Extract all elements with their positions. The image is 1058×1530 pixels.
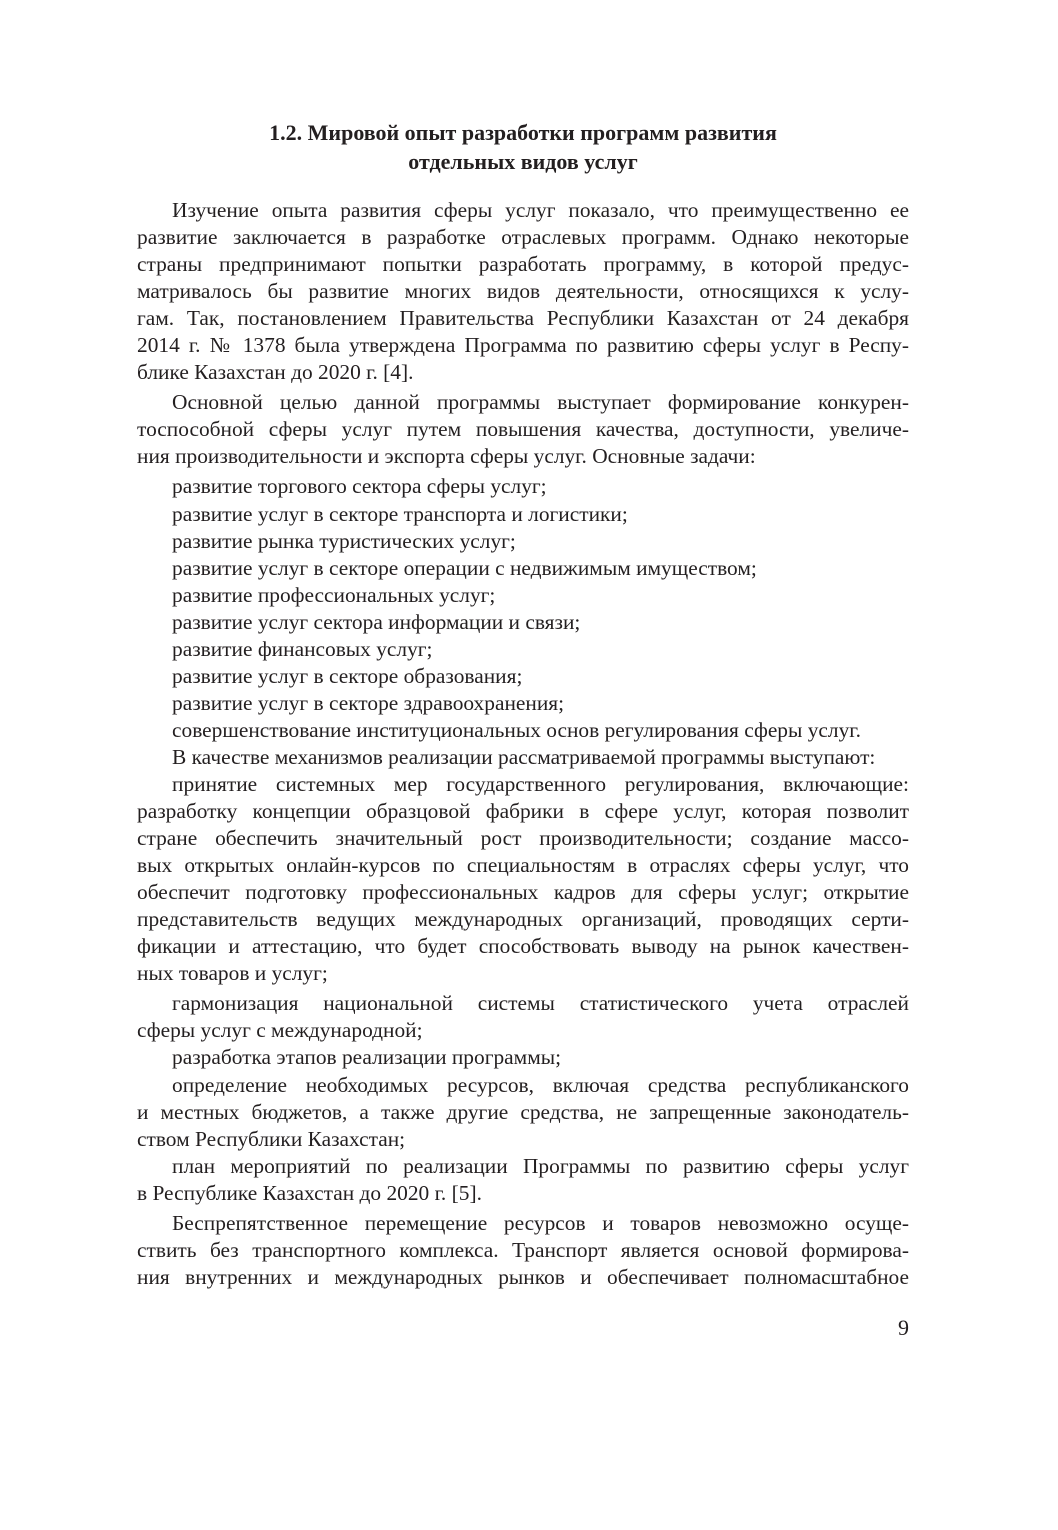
text-line: развитие услуг в секторе транспорта и логистики;	[172, 501, 628, 526]
list-item	[137, 473, 909, 500]
list-item	[137, 717, 909, 744]
text-line: Изучение опыта развития сферы услуг показало, что преимущественно ее	[172, 198, 909, 222]
section-heading-line-2: отдельных видов услуг	[408, 149, 638, 174]
paragraph	[137, 1210, 909, 1291]
text-line: стране обеспечить значительный рост производительности; создание массо-	[137, 826, 909, 851]
text-line: В качестве механизмов реализации рассматриваемой программы выступают:	[172, 744, 876, 769]
page-number: 9	[898, 1315, 909, 1340]
text-line: Беспрепятственное перемещение ресурсов и товаров невозможно осуще-	[172, 1210, 909, 1235]
text-line: ных товаров и услуг;	[137, 961, 328, 986]
text-line: развитие услуг сектора информации и связи;	[172, 609, 581, 634]
text-line: представительств ведущих международных организаций, проводящих серти-	[137, 907, 909, 932]
text-line: тоспособной сферы услуг путем повышения качества, доступности, увеличе-	[137, 417, 909, 442]
list-item	[137, 555, 909, 582]
list-item	[137, 528, 909, 555]
paragraph	[137, 389, 909, 470]
text-line: Основной целью данной программы выступает формирование конкурен-	[172, 390, 909, 415]
text-line: сферы услуг с международной;	[137, 1018, 423, 1043]
text-line: гармонизация национальной системы статистического учета отраслей	[172, 991, 909, 1016]
paragraph	[137, 771, 909, 987]
text-line: развитие заключается в разработке отраслевых программ. Однако некоторые	[137, 225, 909, 250]
section-heading-line-1: 1.2. Мировой опыт разработки программ развития	[269, 120, 777, 145]
section-heading	[137, 118, 909, 176]
text-line: совершенствование институциональных основ регулирования сферы услуг.	[172, 717, 861, 742]
text-line: определение необходимых ресурсов, включая средства республиканского	[172, 1072, 909, 1097]
text-line: развитие торгового сектора сферы услуг;	[172, 474, 547, 499]
list-item	[137, 582, 909, 609]
list-item	[137, 690, 909, 717]
text-line: принятие системных мер государственного регулирования, включающие:	[172, 771, 909, 796]
text-line: фикации и аттестацию, что будет способствовать выводу на рынок качествен-	[137, 934, 909, 959]
text-line: обеспечит подготовку профессиональных кадров для сферы услуг; открытие	[137, 880, 909, 905]
text-line: развитие услуг в секторе здравоохранения;	[172, 690, 565, 715]
text-line: развитие рынка туристических услуг;	[172, 528, 516, 553]
list-item	[137, 744, 909, 771]
text-line: 2014 г. № 1378 была утверждена Программа по развитию сферы услуг в Респу-	[137, 333, 909, 358]
list-item	[137, 636, 909, 663]
list-item	[137, 609, 909, 636]
text-line: вых открытых онлайн-курсов по специальностям в отраслях сферы услуг, что	[137, 853, 909, 878]
text-line: ствить без транспортного комплекса. Транспорт является основой формирова-	[137, 1237, 909, 1262]
text-line: гам. Так, постановлением Правительства Республики Казахстан от 24 декабря	[137, 306, 909, 331]
text-line: матривалось бы развитие многих видов деятельности, относящихся к услу-	[137, 279, 909, 304]
text-line: ством Республики Казахстан;	[137, 1126, 406, 1151]
text-line: страны предпринимают попытки разработать программу, в которой предус-	[137, 252, 909, 277]
paragraph	[137, 1153, 909, 1207]
list-item	[137, 501, 909, 528]
paragraph	[137, 1072, 909, 1153]
text-line: ния производительности и экспорта сферы услуг. Основные задачи:	[137, 444, 756, 469]
text-line: в Республике Казахстан до 2020 г. [5].	[137, 1180, 482, 1205]
text-line: ния внутренних и международных рынков и обеспечивает полномасштабное	[137, 1264, 909, 1289]
text-line: развитие профессиональных услуг;	[172, 582, 496, 607]
text-line: развитие услуг в секторе образования;	[172, 663, 523, 688]
text-line: развитие финансовых услуг;	[172, 636, 433, 661]
paragraph	[137, 990, 909, 1044]
text-line: разработка этапов реализации программы;	[172, 1045, 562, 1070]
text-line: развитие услуг в секторе операции с недвижимым имуществом;	[172, 555, 757, 580]
text-line: план мероприятий по реализации Программы по развитию сферы услуг	[172, 1153, 909, 1178]
text-line: блике Казахстан до 2020 г. [4].	[137, 360, 414, 385]
body-text	[137, 197, 909, 1294]
text-line: разработку концепции образцовой фабрики в сфере услуг, которая позволит	[137, 799, 909, 824]
paragraph	[137, 197, 909, 386]
text-line: и местных бюджетов, а также другие средства, не запрещенные законодатель-	[137, 1099, 909, 1124]
list-item	[137, 663, 909, 690]
list-item	[137, 1044, 909, 1071]
